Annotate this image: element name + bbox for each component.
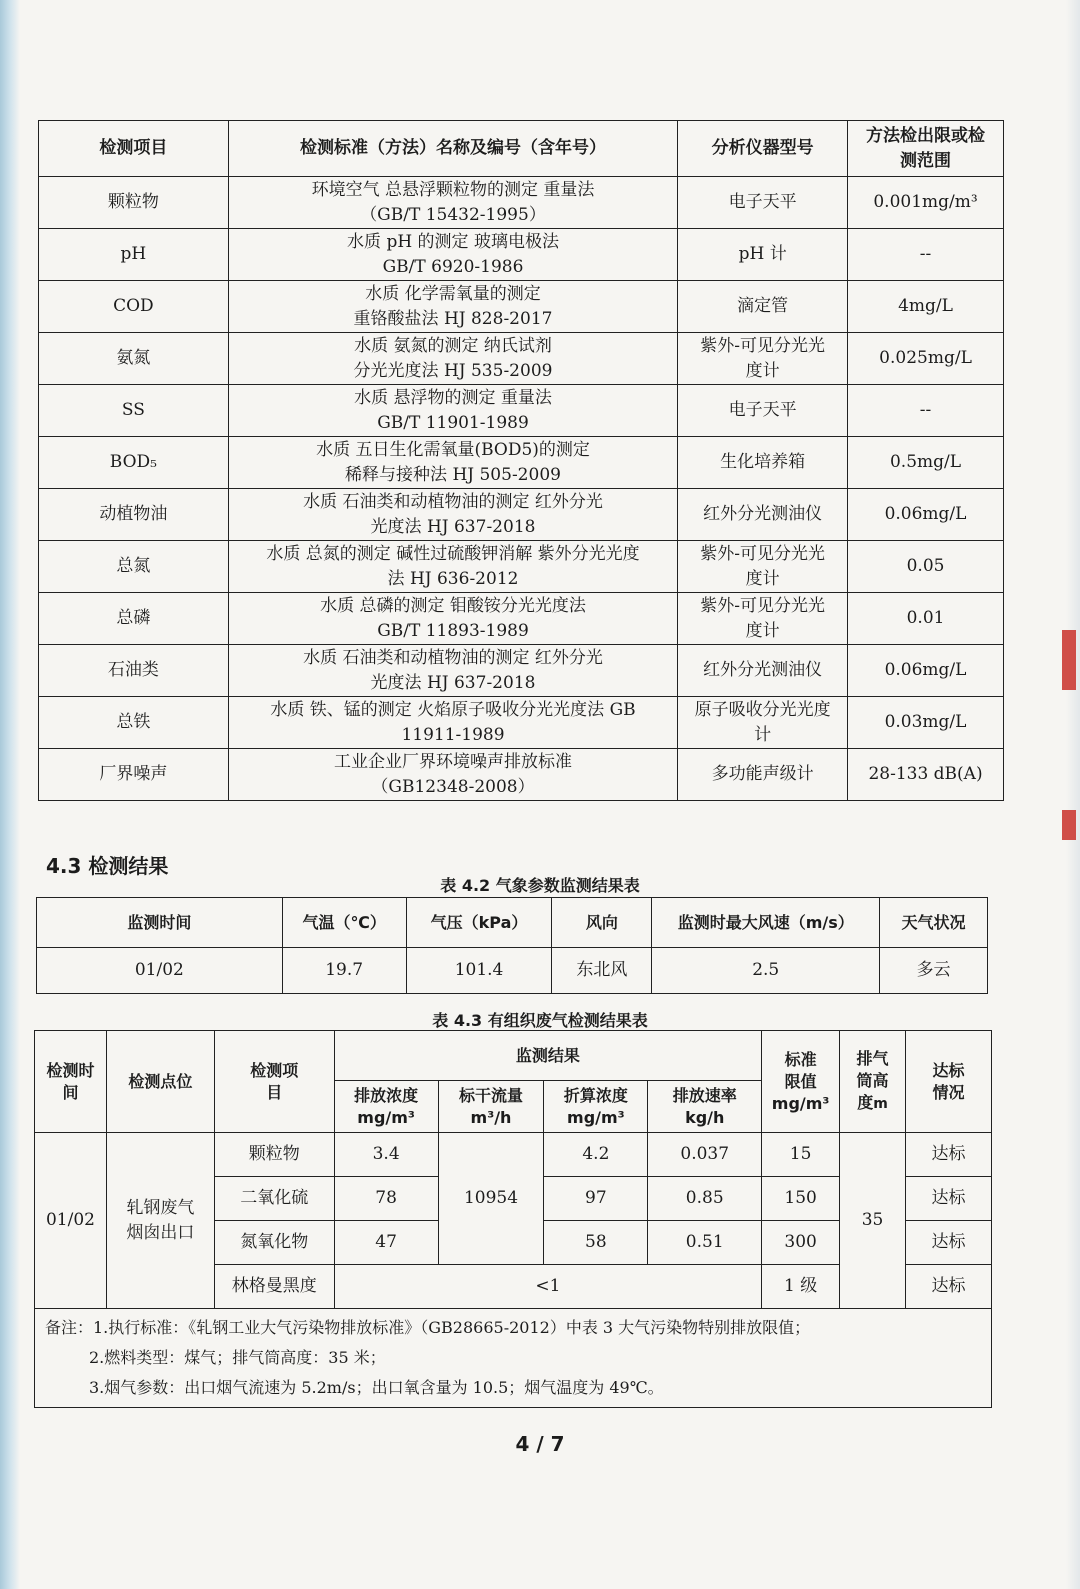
method-item: COD <box>39 281 229 333</box>
method-item: 氨氮 <box>39 333 229 385</box>
gas-header-rate: 排放速率 kg/h <box>648 1081 762 1133</box>
methods-row <box>39 697 1004 749</box>
method-standard-line1: 水质 石油类和动植物油的测定 红外分光 <box>303 647 603 668</box>
gas-header-conc-unit: mg/m³ <box>357 1107 415 1127</box>
methods-row <box>39 333 1004 385</box>
gas-status: 达标 <box>906 1133 992 1177</box>
gas-ringelmann-value: <1 <box>334 1265 761 1309</box>
method-standard-line2: 稀释与接种法 HJ 505-2009 <box>345 464 561 485</box>
gas-header-height: 排气筒高度m <box>840 1031 906 1133</box>
gas-flow: 10954 <box>438 1133 544 1265</box>
methods-row <box>39 749 1004 801</box>
method-standard <box>228 593 677 645</box>
method-standard-line1: 水质 铁、锰的测定 火焰原子吸收分光光度法 GB <box>270 699 636 720</box>
gas-conc: 47 <box>334 1221 438 1265</box>
method-item: BOD₅ <box>39 437 229 489</box>
weather-header-condition: 天气状况 <box>880 898 988 948</box>
methods-row <box>39 385 1004 437</box>
method-standard-line1: 水质 氨氮的测定 纳氏试剂 <box>354 335 552 356</box>
methods-header-row <box>39 121 1004 177</box>
method-instrument: 电子天平 <box>678 385 848 437</box>
weather-header-time: 监测时间 <box>37 898 283 948</box>
gas-header-time: 检测时间 <box>35 1031 107 1133</box>
gas-row-0 <box>35 1133 992 1177</box>
gas-header-flow-unit: m³/h <box>470 1107 512 1127</box>
method-standard-line1: 环境空气 总悬浮颗粒物的测定 重量法 <box>311 179 595 200</box>
weather-data-row <box>37 948 988 994</box>
methods-row <box>39 437 1004 489</box>
page-edge <box>0 0 20 1589</box>
note-line-3: 3.烟气参数：出口烟气流速为 5.2m/s；出口氧含量为 10.5；烟气温度为 49℃。 <box>89 1378 664 1397</box>
weather-header-wind-dir: 风向 <box>552 898 652 948</box>
weather-table <box>36 897 988 994</box>
weather-header-row <box>37 898 988 948</box>
gas-header-limit-unit: mg/m³ <box>771 1093 830 1113</box>
methods-body <box>39 177 1004 801</box>
header-standard: 检测标准（方法）名称及编号（含年号） <box>228 121 677 177</box>
method-instrument: 紫外-可见分光光度计 <box>678 541 848 593</box>
method-instrument: 原子吸收分光光度计 <box>678 697 848 749</box>
gas-ringelmann-limit: 1 级 <box>762 1265 840 1309</box>
method-standard-line2: GB/T 11893-1989 <box>377 620 529 641</box>
methods-table <box>38 120 1004 801</box>
method-standard-line2: 光度法 HJ 637-2018 <box>370 672 536 693</box>
method-item: 总氮 <box>39 541 229 593</box>
method-item: 颗粒物 <box>39 177 229 229</box>
gas-item: 颗粒物 <box>214 1133 334 1177</box>
gas-notes <box>35 1309 992 1408</box>
method-standard-line1: 水质 总氮的测定 碱性过硫酸钾消解 紫外分光光度 <box>266 543 640 564</box>
gas-conv: 58 <box>544 1221 648 1265</box>
method-limit: -- <box>848 229 1004 281</box>
weather-header-wind-speed: 监测时最大风速（m/s） <box>652 898 880 948</box>
method-limit: 0.5mg/L <box>848 437 1004 489</box>
gas-header-rate-unit: kg/h <box>685 1107 725 1127</box>
methods-row <box>39 229 1004 281</box>
method-standard <box>228 333 677 385</box>
method-instrument: 电子天平 <box>678 177 848 229</box>
method-instrument: 紫外-可见分光光度计 <box>678 333 848 385</box>
gas-header-limit <box>762 1031 840 1133</box>
gas-rate: 0.85 <box>648 1177 762 1221</box>
method-standard <box>228 281 677 333</box>
gas-ringelmann-status: 达标 <box>906 1265 992 1309</box>
gas-header-conc: 排放浓度 mg/m³ <box>334 1081 438 1133</box>
gas-rate: 0.51 <box>648 1221 762 1265</box>
method-item: 总铁 <box>39 697 229 749</box>
method-standard-line2: 分光光度法 HJ 535-2009 <box>353 360 553 381</box>
method-standard-line2: GB/T 6920-1986 <box>382 256 524 277</box>
method-standard-line1: 水质 五日生化需氧量(BOD5)的测定 <box>316 439 590 460</box>
method-limit: 4mg/L <box>848 281 1004 333</box>
gas-conv: 4.2 <box>544 1133 648 1177</box>
method-standard-line2: 11911-1989 <box>401 724 505 745</box>
method-item: 动植物油 <box>39 489 229 541</box>
gas-header-row-1 <box>35 1031 992 1081</box>
method-standard-line1: 水质 pH 的测定 玻璃电极法 <box>347 231 559 252</box>
gas-item-ringelmann: 林格曼黑度 <box>214 1265 334 1309</box>
method-item: 总磷 <box>39 593 229 645</box>
methods-row <box>39 645 1004 697</box>
methods-row <box>39 489 1004 541</box>
method-standard-line1: 水质 悬浮物的测定 重量法 <box>354 387 552 408</box>
weather-temp: 19.7 <box>282 948 406 994</box>
method-instrument: pH 计 <box>678 229 848 281</box>
gas-header-height-unit: m <box>873 1096 888 1112</box>
method-limit: 0.05 <box>848 541 1004 593</box>
gas-conc: 3.4 <box>334 1133 438 1177</box>
method-limit: 0.03mg/L <box>848 697 1004 749</box>
method-limit: 0.01 <box>848 593 1004 645</box>
red-stamp-mark <box>1062 630 1076 690</box>
weather-wind-speed: 2.5 <box>652 948 880 994</box>
gas-table <box>34 1030 992 1408</box>
method-item: 厂界噪声 <box>39 749 229 801</box>
method-instrument: 滴定管 <box>678 281 848 333</box>
method-standard <box>228 749 677 801</box>
gas-time: 01/02 <box>35 1133 107 1309</box>
method-instrument: 红外分光测油仪 <box>678 489 848 541</box>
gas-caption: 表 4.3 有组织废气检测结果表 <box>432 1011 648 1030</box>
method-standard-line2: （GB12348-2008） <box>371 776 535 797</box>
method-limit: 28-133 dB(A) <box>848 749 1004 801</box>
gas-location: 轧钢废气烟囱出口 <box>106 1133 214 1309</box>
gas-header-flow: 标干流量 m³/h <box>438 1081 544 1133</box>
method-standard <box>228 177 677 229</box>
method-limit: 0.06mg/L <box>848 645 1004 697</box>
method-standard-line2: （GB/T 15432-1995） <box>360 204 546 225</box>
method-item: 石油类 <box>39 645 229 697</box>
method-standard-line1: 工业企业厂界环境噪声排放标准 <box>334 751 572 772</box>
methods-row <box>39 177 1004 229</box>
gas-header-location: 检测点位 <box>106 1031 214 1133</box>
method-standard-line1: 水质 化学需氧量的测定 <box>365 283 541 304</box>
method-standard-line2: 重铬酸盐法 HJ 828-2017 <box>353 308 553 329</box>
method-standard <box>228 229 677 281</box>
method-standard-line2: 法 HJ 636-2012 <box>387 568 519 589</box>
weather-condition: 多云 <box>880 948 988 994</box>
method-limit: 0.025mg/L <box>848 333 1004 385</box>
method-standard-line2: GB/T 11901-1989 <box>377 412 529 433</box>
note-line-2: 2.燃料类型：煤气；排气筒高度：35 米； <box>89 1348 386 1367</box>
gas-limit: 300 <box>762 1221 840 1265</box>
gas-notes-row <box>35 1309 992 1408</box>
header-item: 检测项目 <box>39 121 229 177</box>
weather-header-pressure: 气压（kPa） <box>406 898 552 948</box>
method-standard-line2: 光度法 HJ 637-2018 <box>370 516 536 537</box>
method-limit: 0.001mg/m³ <box>848 177 1004 229</box>
method-standard <box>228 645 677 697</box>
gas-header-item: 检测项目 <box>214 1031 334 1133</box>
header-instrument: 分析仪器型号 <box>678 121 848 177</box>
gas-status: 达标 <box>906 1177 992 1221</box>
method-standard <box>228 489 677 541</box>
gas-conv: 97 <box>544 1177 648 1221</box>
weather-header-temp: 气温（℃） <box>282 898 406 948</box>
gas-header-conv: 折算浓度 mg/m³ <box>544 1081 648 1133</box>
methods-row <box>39 281 1004 333</box>
gas-item: 二氧化硫 <box>214 1177 334 1221</box>
gas-limit: 15 <box>762 1133 840 1177</box>
weather-pressure: 101.4 <box>406 948 552 994</box>
weather-time: 01/02 <box>37 948 283 994</box>
method-standard <box>228 697 677 749</box>
method-instrument: 紫外-可见分光光度计 <box>678 593 848 645</box>
methods-row <box>39 593 1004 645</box>
gas-header-conv-unit: mg/m³ <box>567 1107 625 1127</box>
weather-wind-dir: 东北风 <box>552 948 652 994</box>
note-line-1: 备注：1.执行标准：《轧钢工业大气污染物排放标准》（GB28665-2012）中表 3 大气污染物特别排放限值； <box>45 1318 811 1337</box>
method-standard <box>228 541 677 593</box>
section-heading: 4.3 检测结果 <box>46 854 169 878</box>
gas-header-results: 监测结果 <box>334 1031 761 1081</box>
gas-item: 氮氧化物 <box>214 1221 334 1265</box>
gas-rate: 0.037 <box>648 1133 762 1177</box>
gas-status: 达标 <box>906 1221 992 1265</box>
method-item: SS <box>39 385 229 437</box>
method-instrument: 红外分光测油仪 <box>678 645 848 697</box>
method-standard <box>228 385 677 437</box>
gas-header-status: 达标情况 <box>906 1031 992 1133</box>
gas-header-limit-label: 标准限值 <box>784 1049 817 1091</box>
header-limit: 方法检出限或检测范围 <box>848 121 1004 177</box>
method-limit: -- <box>848 385 1004 437</box>
gas-conc: 78 <box>334 1177 438 1221</box>
methods-row <box>39 541 1004 593</box>
gas-limit: 150 <box>762 1177 840 1221</box>
red-stamp-mark-lower <box>1062 810 1076 840</box>
method-standard <box>228 437 677 489</box>
page-right-edge <box>1066 0 1080 1589</box>
method-limit: 0.06mg/L <box>848 489 1004 541</box>
weather-caption: 表 4.2 气象参数监测结果表 <box>440 876 640 895</box>
method-standard-line1: 水质 石油类和动植物油的测定 红外分光 <box>303 491 603 512</box>
method-instrument: 多功能声级计 <box>678 749 848 801</box>
method-item: pH <box>39 229 229 281</box>
page-number: 4 / 7 <box>515 1432 565 1456</box>
gas-height: 35 <box>840 1133 906 1309</box>
method-instrument: 生化培养箱 <box>678 437 848 489</box>
method-standard-line1: 水质 总磷的测定 钼酸铵分光光度法 <box>320 595 586 616</box>
